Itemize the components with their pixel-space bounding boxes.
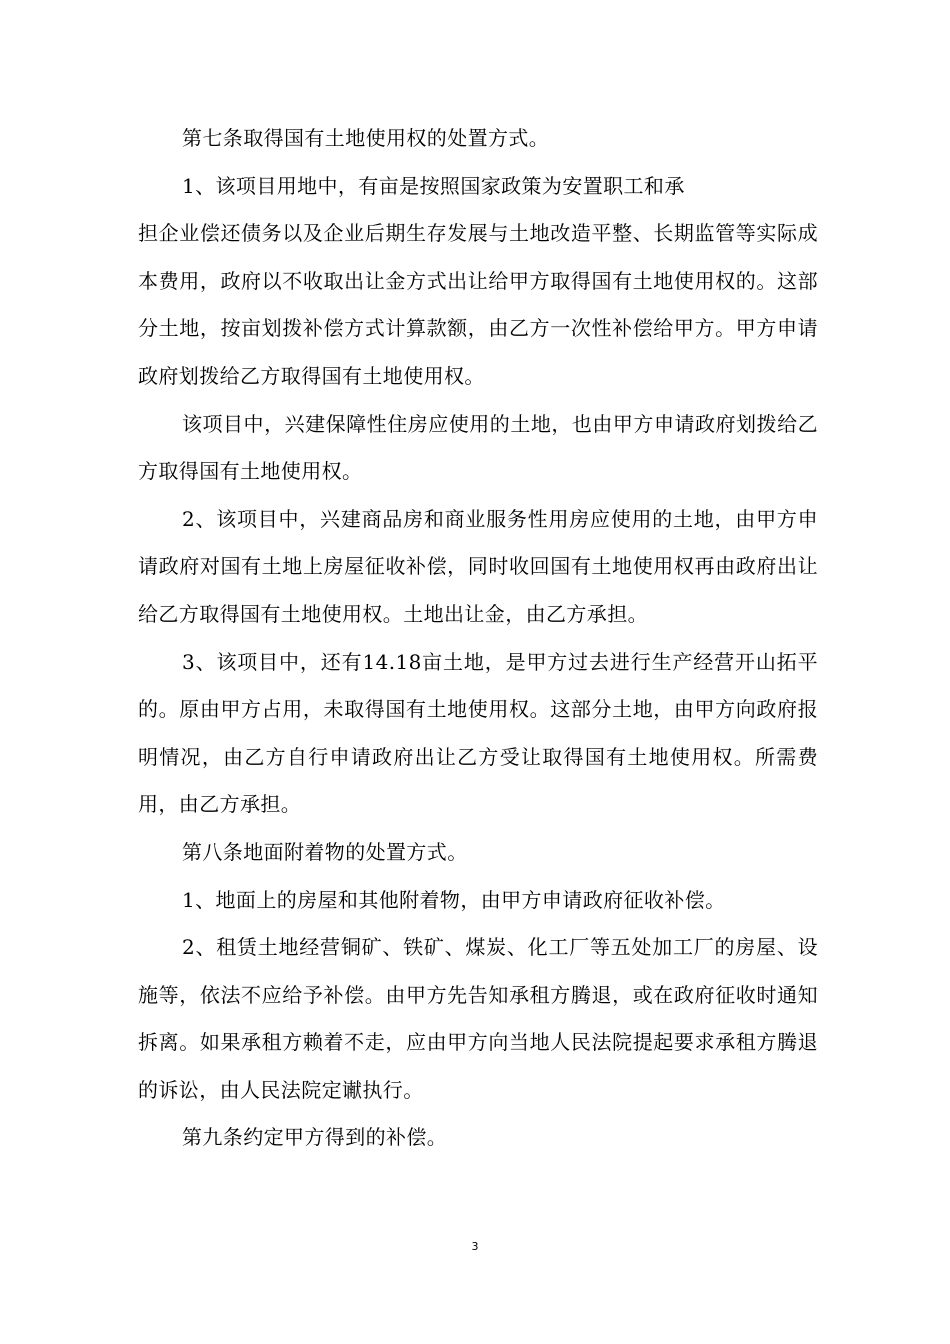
article-7-heading: 第七条取得国有土地使用权的处置方式。 [182, 126, 550, 150]
article-7-clause-1-first-line: 1、该项目用地中，有亩是按照国家政策为安置职工和承 [182, 173, 685, 198]
article-7-clause-2: 2、该项目中，兴建商品房和商业服务性用房应使用的土地，由甲方申请政府对国有土地上房屋征收补偿，同时收回国有土地使用权再由政府出让给乙方取得国有土地使用权。土地出让金，由乙方承担。 [138, 506, 818, 626]
page-number: 3 [471, 1240, 479, 1253]
document-body [138, 115, 818, 1162]
article-7-housing-land-paragraph: 该项目中，兴建保障性住房应使用的土地，也由甲方申请政府划拨给乙方取得国有土地使用权。 [138, 411, 818, 484]
article-8-clause-1: 1、地面上的房屋和其他附着物，由甲方申请政府征收补偿。 [182, 887, 726, 912]
article-8-clause-2: 2、租赁土地经营铜矿、铁矿、煤炭、化工厂等五处加工厂的房屋、设施等，依法不应给予补偿。由甲方先告知承租方腾退，或在政府征收时通知拆离。如果承租方赖着不走，应由甲方向当地人民法院提起要求承租方腾退的诉讼，由人民法院定谳执行。 [138, 935, 818, 1102]
article-7-clause-3: 3、该项目中，还有14.18亩土地，是甲方过去进行生产经营开山拓平的。原由甲方占用，未取得国有土地使用权。这部分土地，由甲方向政府报明情况，由乙方自行申请政府出让乙方受让取得国有土地使用权。所需费用，由乙方承担。 [138, 649, 818, 817]
article-7-clause-1-continued: 担企业偿还债务以及企业后期生存发展与土地改造平整、长期监管等实际成本费用，政府以不收取出让金方式出让给甲方取得国有土地使用权的。这部分土地，按亩划拨补偿方式计算款额，由乙方一次性补偿给甲方。甲方申请政府划拨给乙方取得国有土地使用权。 [138, 221, 818, 388]
article-8-heading: 第八条地面附着物的处置方式。 [182, 839, 468, 864]
article-9-heading: 第九条约定甲方得到的补偿。 [182, 1125, 448, 1150]
